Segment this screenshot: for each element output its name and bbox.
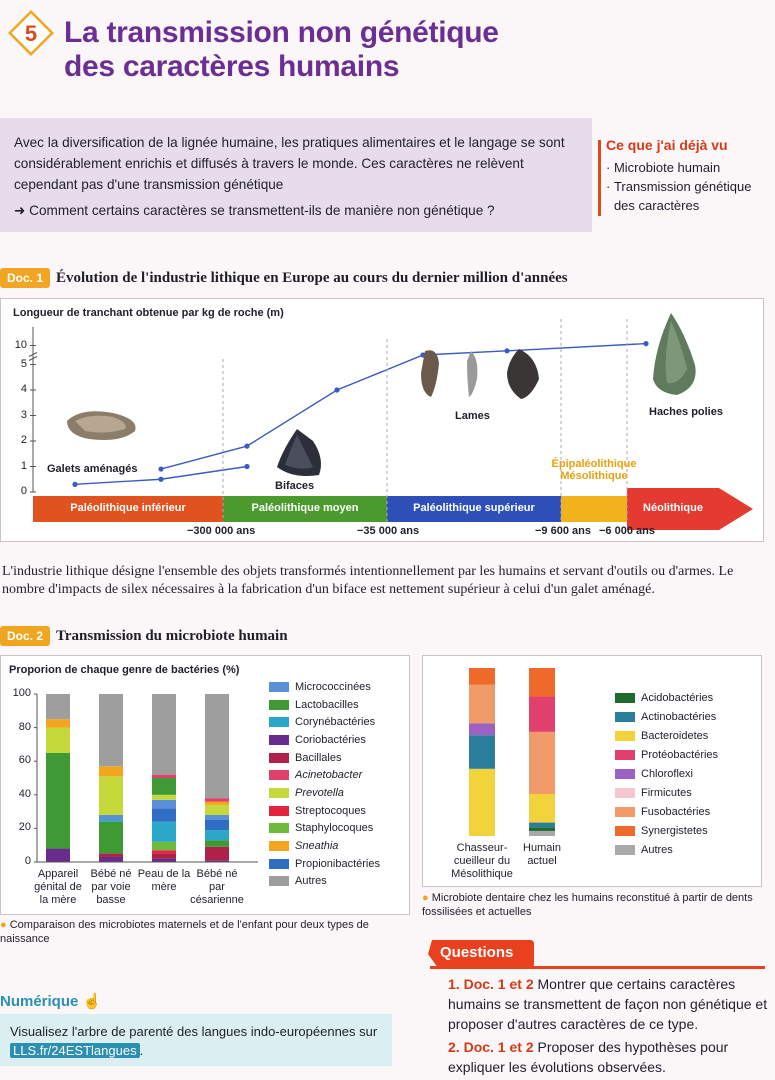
y-tick-label: 40 xyxy=(18,787,31,800)
legend-label: Corynébactéries xyxy=(295,716,376,729)
legend-item xyxy=(269,820,380,838)
date-label: −35 000 ans xyxy=(357,525,420,537)
y-tick-label: 0 xyxy=(24,855,31,867)
legend-swatch xyxy=(269,859,289,869)
data-line xyxy=(161,344,646,469)
bar-segment xyxy=(152,842,176,850)
legend-label: Lactobacilles xyxy=(295,698,359,711)
doc1-ylabel: Longueur de tranchant obtenue par kg de roche (m) xyxy=(13,307,284,319)
intro-question: ➜ Comment certains caractères se transmettent-ils de manière non génétique ? xyxy=(14,203,495,218)
legend-label: Synergistetes xyxy=(641,824,708,837)
doc2-right-legend xyxy=(615,688,718,859)
questions-title: Questions xyxy=(440,944,514,961)
legend-label: Streptocoques xyxy=(295,804,366,817)
period-label: Paléolithique supérieur xyxy=(413,502,535,514)
questions-rule xyxy=(430,966,765,969)
legend-item xyxy=(269,678,380,696)
deja-vu-item: · Transmission génétique des caractères xyxy=(606,179,752,213)
bar-segment xyxy=(99,854,123,857)
legend-swatch xyxy=(615,731,635,741)
svg-text:5: 5 xyxy=(24,21,38,46)
y-tick-label: 80 xyxy=(18,720,31,733)
bar-segment xyxy=(152,795,176,800)
bar-segment xyxy=(152,850,176,853)
bar-segment xyxy=(46,719,70,727)
legend-label: Staphylocoques xyxy=(295,822,374,835)
bar-segment xyxy=(152,694,176,775)
y-tick-label: 10 xyxy=(14,338,27,351)
bar-segment xyxy=(205,815,229,820)
bar-segment xyxy=(529,794,555,823)
bar-segment xyxy=(529,823,555,828)
y-tick-label: 2 xyxy=(20,434,27,446)
legend-swatch xyxy=(269,735,289,745)
bar-segment xyxy=(46,753,70,849)
data-point xyxy=(158,477,163,482)
bar-segment xyxy=(152,808,176,821)
legend-item xyxy=(269,749,380,767)
legend-swatch xyxy=(269,682,289,692)
doc1-title: Évolution de l'industrie lithique en Europe au cours du dernier million d'années xyxy=(56,270,568,286)
deja-vu-item: · Microbiote humain xyxy=(606,160,721,175)
legend-item xyxy=(269,802,380,820)
legend-item xyxy=(269,696,380,714)
doc2-left-caption: ● Comparaison des microbiotes maternels et de l'enfant pour deux types de naissance xyxy=(0,919,369,945)
legend-swatch xyxy=(615,750,635,760)
bar-segment xyxy=(205,830,229,840)
legend-label: Fusobactéries xyxy=(641,805,711,818)
legend-swatch xyxy=(269,717,289,727)
bar-segment xyxy=(529,697,555,732)
data-point xyxy=(334,387,339,392)
find-label: Galets aménagés xyxy=(47,463,138,475)
legend-swatch xyxy=(269,876,289,886)
legend-swatch xyxy=(269,823,289,833)
legend-swatch xyxy=(615,826,635,836)
bar-segment xyxy=(469,735,495,769)
legend-item xyxy=(269,731,380,749)
data-point xyxy=(72,482,77,487)
period-label-epipaleo: Épipaléolithique Mésolithique xyxy=(551,458,637,482)
bar-segment xyxy=(152,778,176,795)
data-point xyxy=(244,464,249,469)
legend-item xyxy=(269,784,380,802)
bar-segment xyxy=(99,822,123,854)
legend-label: Actinobactéries xyxy=(641,710,717,723)
doc1-label: Doc. 1 xyxy=(0,268,50,288)
legend-label: Coriobactéries xyxy=(295,733,366,746)
legend-item xyxy=(615,707,718,726)
period-label: Paléolithique moyen xyxy=(251,502,359,514)
find-label: Lames xyxy=(455,410,490,422)
biface-image xyxy=(277,429,321,476)
category-label: Peau de la mère xyxy=(137,868,191,893)
bar-segment xyxy=(205,694,229,798)
legend-label: Bacteroidetes xyxy=(641,729,709,742)
legend-swatch xyxy=(269,788,289,798)
bar-segment xyxy=(469,723,495,735)
legend-item xyxy=(615,840,718,859)
doc1-panel xyxy=(0,298,764,542)
legend-label: Sneathia xyxy=(295,840,339,853)
legend-swatch xyxy=(269,770,289,780)
question-item: 1. Doc. 1 et 2 Montrer que certains caractères humains se transmettent de façon non génétique et proposer d'autres caractères de ce type. xyxy=(448,976,768,1032)
legend-swatch xyxy=(269,700,289,710)
numerique-link[interactable]: LLS.fr/24ESTlangues xyxy=(10,1043,140,1058)
legend-swatch xyxy=(269,841,289,851)
legend-item xyxy=(269,713,380,731)
y-tick-label: 5 xyxy=(20,357,27,370)
find-label: Bifaces xyxy=(275,480,315,492)
deja-vu-accent-bar xyxy=(598,140,601,216)
intro-text: Avec la diversification de la lignée humaine, les pratiques alimentaires et le langage se sont considérablement enrichis et diffusés à travers le monde. Ces caractères ne relèvent cependant pas d'une transmission génétique xyxy=(14,135,565,192)
bar-segment xyxy=(205,802,229,805)
data-point xyxy=(504,348,509,353)
legend-swatch xyxy=(615,712,635,722)
date-label: −300 000 ans xyxy=(187,525,256,537)
y-tick-label: 60 xyxy=(18,754,31,767)
legend-label: Micrococcinées xyxy=(295,680,371,693)
legend-item xyxy=(269,855,380,873)
numerique-box: Visualisez l'arbre de parenté des langues indo-européennes sur LLS.fr/24ESTlangues . xyxy=(0,1014,392,1066)
bar-segment xyxy=(529,732,555,794)
bar-segment xyxy=(469,685,495,724)
legend-item xyxy=(269,873,380,891)
date-label: −9 600 ans xyxy=(535,525,591,537)
bar-segment xyxy=(99,815,123,820)
lames-image xyxy=(421,349,539,399)
doc2-right-caption: ● Microbiote dentaire chez les humains reconstitué à partir de dents fossilisées et actuelles xyxy=(422,892,753,918)
legend-item xyxy=(615,764,718,783)
legend-swatch xyxy=(615,845,635,855)
legend-label: Protéobactéries xyxy=(641,748,719,761)
data-point xyxy=(158,466,163,471)
legend-item xyxy=(615,821,718,840)
bar-segment xyxy=(152,822,176,842)
bar-segment xyxy=(99,820,123,822)
doc1-caption: L'industrie lithique désigne l'ensemble des objets transformés intentionnellement par les humains et servant d'outils ou d'armes. Le nombre d'impacts de silex nécessaires à la fabrication d'un biface est nettement supérieur à celui d'un galet aménagé. xyxy=(2,564,734,597)
bar-segment xyxy=(152,859,176,862)
bar-segment xyxy=(205,840,229,847)
y-tick-label: 3 xyxy=(20,408,27,421)
bar-segment xyxy=(205,847,229,860)
period-label: Néolithique xyxy=(643,502,703,514)
category-label: Bébé né par césarienne xyxy=(190,868,244,906)
legend-label: Autres xyxy=(295,875,327,888)
legend-swatch xyxy=(269,806,289,816)
page-title xyxy=(64,16,499,84)
data-point xyxy=(244,444,249,449)
category-label: Chasseur-cueilleur du Mésolithique xyxy=(451,842,513,880)
bar-segment xyxy=(46,849,70,862)
page-title-line1: La transmission non génétique xyxy=(64,16,499,49)
legend-label: Acinetobacter xyxy=(295,769,363,782)
legend-item xyxy=(269,766,380,784)
bar-segment xyxy=(205,805,229,815)
bar-segment xyxy=(99,694,123,766)
intro-box xyxy=(0,118,592,232)
legend-label: Firmicutes xyxy=(641,786,692,799)
page-title-line2: des caractères humains xyxy=(64,50,400,83)
bar-segment xyxy=(529,831,555,836)
legend-label: Acidobactéries xyxy=(641,691,714,704)
doc2-ylabel: Proporion de chaque genre de bactéries (%) xyxy=(9,664,240,676)
bar-segment xyxy=(152,854,176,859)
date-label: −6 000 ans xyxy=(599,525,655,537)
touch-icon: ☝ xyxy=(82,993,102,1010)
bar-segment xyxy=(205,798,229,801)
bar-segment xyxy=(99,857,123,862)
y-tick-label: 1 xyxy=(20,459,27,472)
category-label: Bébé né par voie basse xyxy=(90,868,132,906)
legend-item xyxy=(615,745,718,764)
doc2-right-panel xyxy=(422,655,762,887)
category-label: Humain actuel xyxy=(523,842,561,867)
legend-item xyxy=(615,688,718,707)
bar-segment xyxy=(469,668,495,685)
bar-segment xyxy=(469,769,495,836)
data-point xyxy=(643,341,648,346)
legend-label: Propionibactéries xyxy=(295,857,380,870)
bar-segment xyxy=(529,668,555,697)
legend-swatch xyxy=(615,693,635,703)
bar-segment xyxy=(46,728,70,753)
deja-vu-box xyxy=(606,136,771,215)
doc2-title: Transmission du microbiote humain xyxy=(56,628,288,644)
legend-item xyxy=(615,802,718,821)
question-item: 2. Doc. 1 et 2 Proposer des hypothèses pour expliquer les évolutions observées. xyxy=(448,1039,729,1075)
find-label: Haches polies xyxy=(649,406,723,418)
bar-segment xyxy=(529,828,555,831)
doc2-legend xyxy=(269,678,380,890)
deja-vu-title: Ce que j'ai déjà vu xyxy=(606,137,728,153)
period-label: Paléolithique inférieur xyxy=(70,502,186,514)
legend-label: Prevotella xyxy=(295,786,344,799)
bar-segment xyxy=(205,820,229,830)
bar-segment xyxy=(46,694,70,719)
legend-swatch xyxy=(615,807,635,817)
legend-item xyxy=(269,837,380,855)
period-band-epipaleo xyxy=(561,496,627,522)
legend-label: Chloroflexi xyxy=(641,767,693,780)
bar-segment xyxy=(99,766,123,776)
section-number-badge xyxy=(8,10,54,56)
galet-amenage-image xyxy=(67,411,136,440)
legend-item xyxy=(615,726,718,745)
bar-segment xyxy=(152,800,176,808)
bar-segment xyxy=(152,775,176,778)
legend-label: Bacillales xyxy=(295,751,342,764)
doc2-label: Doc. 2 xyxy=(0,626,50,646)
y-tick-label: 20 xyxy=(18,821,31,834)
category-label: Appareil génital de la mère xyxy=(34,868,82,906)
y-tick-label: 100 xyxy=(12,687,31,699)
bar-segment xyxy=(99,776,123,815)
legend-swatch xyxy=(269,753,289,763)
legend-label: Autres xyxy=(641,843,673,856)
legend-swatch xyxy=(615,769,635,779)
hache-polie-image xyxy=(653,313,696,395)
doc2-left-panel xyxy=(0,655,410,915)
legend-item xyxy=(615,783,718,802)
y-tick-label: 0 xyxy=(20,485,27,497)
legend-swatch xyxy=(615,788,635,798)
y-tick-label: 4 xyxy=(20,383,27,395)
numerique-title: Numérique ☝ xyxy=(0,993,102,1010)
